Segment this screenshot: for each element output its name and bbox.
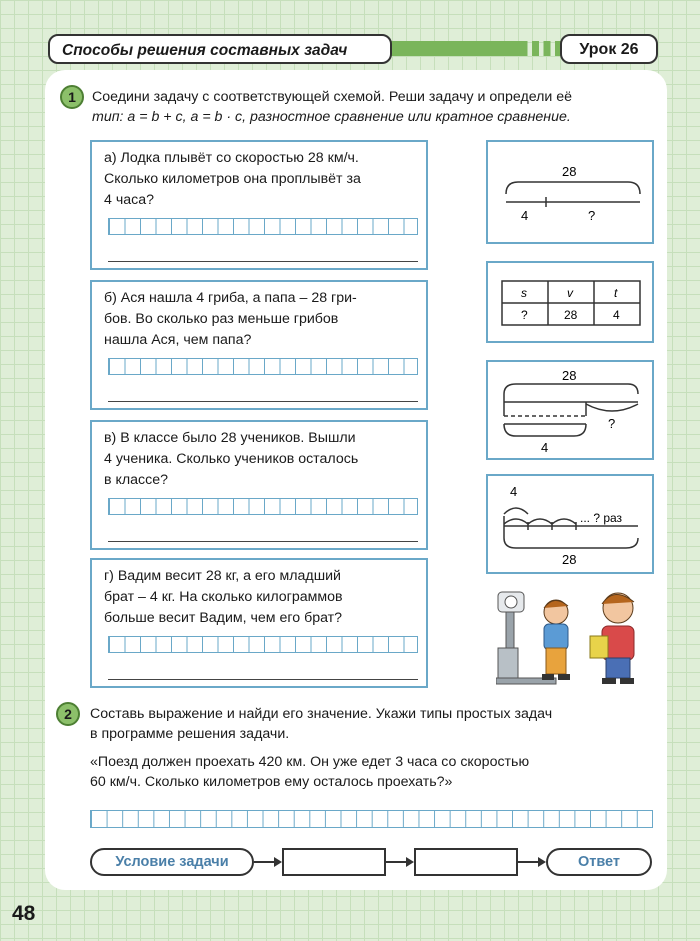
- problem-c-box: [90, 420, 428, 550]
- scheme-4-dots-label: ... ? раз: [580, 511, 623, 525]
- page-title: Способы решения составных задач: [48, 34, 392, 64]
- problem-a-line-2: Сколько километров она проплывёт за: [104, 171, 361, 187]
- problem-a-box: [90, 140, 428, 270]
- boys-illustration: [496, 586, 646, 691]
- task-1-line-2: тип: a = b + c, a = b · c, разностное сравнение или кратное сравнение.: [92, 109, 571, 125]
- scheme-3-top-label: 28: [562, 368, 577, 383]
- problem-a-line-1: а) Лодка плывёт со скоростью 28 км/ч.: [104, 150, 359, 166]
- scheme-3-bottom-label: 4: [541, 440, 549, 455]
- problem-a-answer-cells[interactable]: [108, 218, 418, 235]
- flow-condition-pill: Условие задачи: [90, 848, 254, 876]
- scheme-3-box[interactable]: [486, 360, 654, 460]
- problem-c-answer-cells[interactable]: [108, 498, 418, 515]
- problem-b-line-3: нашла Ася, чем папа?: [104, 332, 252, 348]
- scheme-2-value-v: 28: [564, 308, 578, 322]
- page-number: 48: [12, 902, 36, 925]
- flow-step-2-box[interactable]: [414, 848, 518, 876]
- task-2-answer-cells[interactable]: [90, 810, 653, 828]
- boys-drawing: [496, 586, 646, 686]
- scheme-2-value-s: ?: [521, 308, 528, 322]
- scheme-1-left-label: 4: [521, 208, 529, 223]
- task-2-problem-quote: [90, 752, 665, 792]
- task-1-line-1: Соедини задачу с соответствующей схемой. Реши задачу и определи её: [92, 89, 573, 105]
- problem-d-answer-cells[interactable]: [108, 636, 418, 653]
- scheme-3-question: ?: [608, 416, 616, 431]
- task-1-number: 1: [60, 85, 84, 109]
- scheme-1-top-label: 28: [562, 164, 577, 179]
- problem-b-line-1: б) Ася нашла 4 гриба, а папа – 28 гри-: [104, 290, 357, 306]
- scheme-2-table: [488, 263, 652, 341]
- scheme-2-header-v: v: [567, 286, 573, 300]
- scheme-4-top-label: 4: [510, 484, 518, 499]
- scheme-4-bottom-label: 28: [562, 552, 577, 567]
- scheme-4-box[interactable]: [486, 474, 654, 574]
- task-2-instructions: [90, 704, 660, 744]
- flow-step-1-box[interactable]: [282, 848, 386, 876]
- task-2-number: 2: [56, 702, 80, 726]
- problem-c-answer-line[interactable]: [108, 541, 418, 542]
- flow-answer-pill: Ответ: [546, 848, 652, 876]
- scheme-2-header-t: t: [614, 286, 618, 300]
- problem-d-line-3: больше весит Вадим, чем его брат?: [104, 610, 343, 626]
- task-1-instructions: [92, 87, 662, 127]
- flow-arrow-1: [254, 861, 280, 863]
- problem-d-box: [90, 558, 428, 688]
- scheme-2-value-t: 4: [613, 308, 620, 322]
- lesson-label: Урок 26: [560, 34, 658, 64]
- header-bar: [48, 34, 658, 64]
- scheme-1-right-label: ?: [588, 208, 596, 223]
- flow-arrow-2: [386, 861, 412, 863]
- problem-a-answer-line[interactable]: [108, 261, 418, 262]
- flow-arrow-3: [518, 861, 544, 863]
- problem-d-line-2: брат – 4 кг. На сколько килограммов: [104, 589, 343, 605]
- task-2-quote-line-1: «Поезд должен проехать 420 км. Он уже едет 3 часа со скоростью: [90, 754, 530, 770]
- problem-d-answer-line[interactable]: [108, 679, 418, 680]
- scheme-1-diagram: [488, 142, 652, 242]
- problem-c-line-3: в классе?: [104, 472, 168, 488]
- problem-d-line-1: г) Вадим весит 28 кг, а его младший: [104, 568, 341, 584]
- scheme-2-header-s: s: [521, 286, 527, 300]
- problem-a-line-3: 4 часа?: [104, 192, 154, 208]
- problem-b-answer-cells[interactable]: [108, 358, 418, 375]
- problem-b-box: [90, 280, 428, 410]
- task-2-line-2: в программе решения задачи.: [90, 726, 290, 742]
- task-2-line-1: Составь выражение и найди его значение. Укажи типы простых задач: [90, 706, 553, 722]
- scheme-3-diagram: [488, 362, 652, 458]
- scheme-4-diagram: [488, 476, 652, 572]
- problem-b-answer-line[interactable]: [108, 401, 418, 402]
- problem-c-line-2: 4 ученика. Сколько учеников осталось: [104, 451, 359, 467]
- scheme-2-box[interactable]: [486, 261, 654, 343]
- task-2-quote-line-2: 60 км/ч. Сколько километров ему осталось проехать?»: [90, 774, 453, 790]
- scheme-1-box[interactable]: [486, 140, 654, 244]
- problem-b-line-2: бов. Во сколько раз меньше грибов: [104, 311, 339, 327]
- problem-c-line-1: в) В классе было 28 учеников. Вышли: [104, 430, 356, 446]
